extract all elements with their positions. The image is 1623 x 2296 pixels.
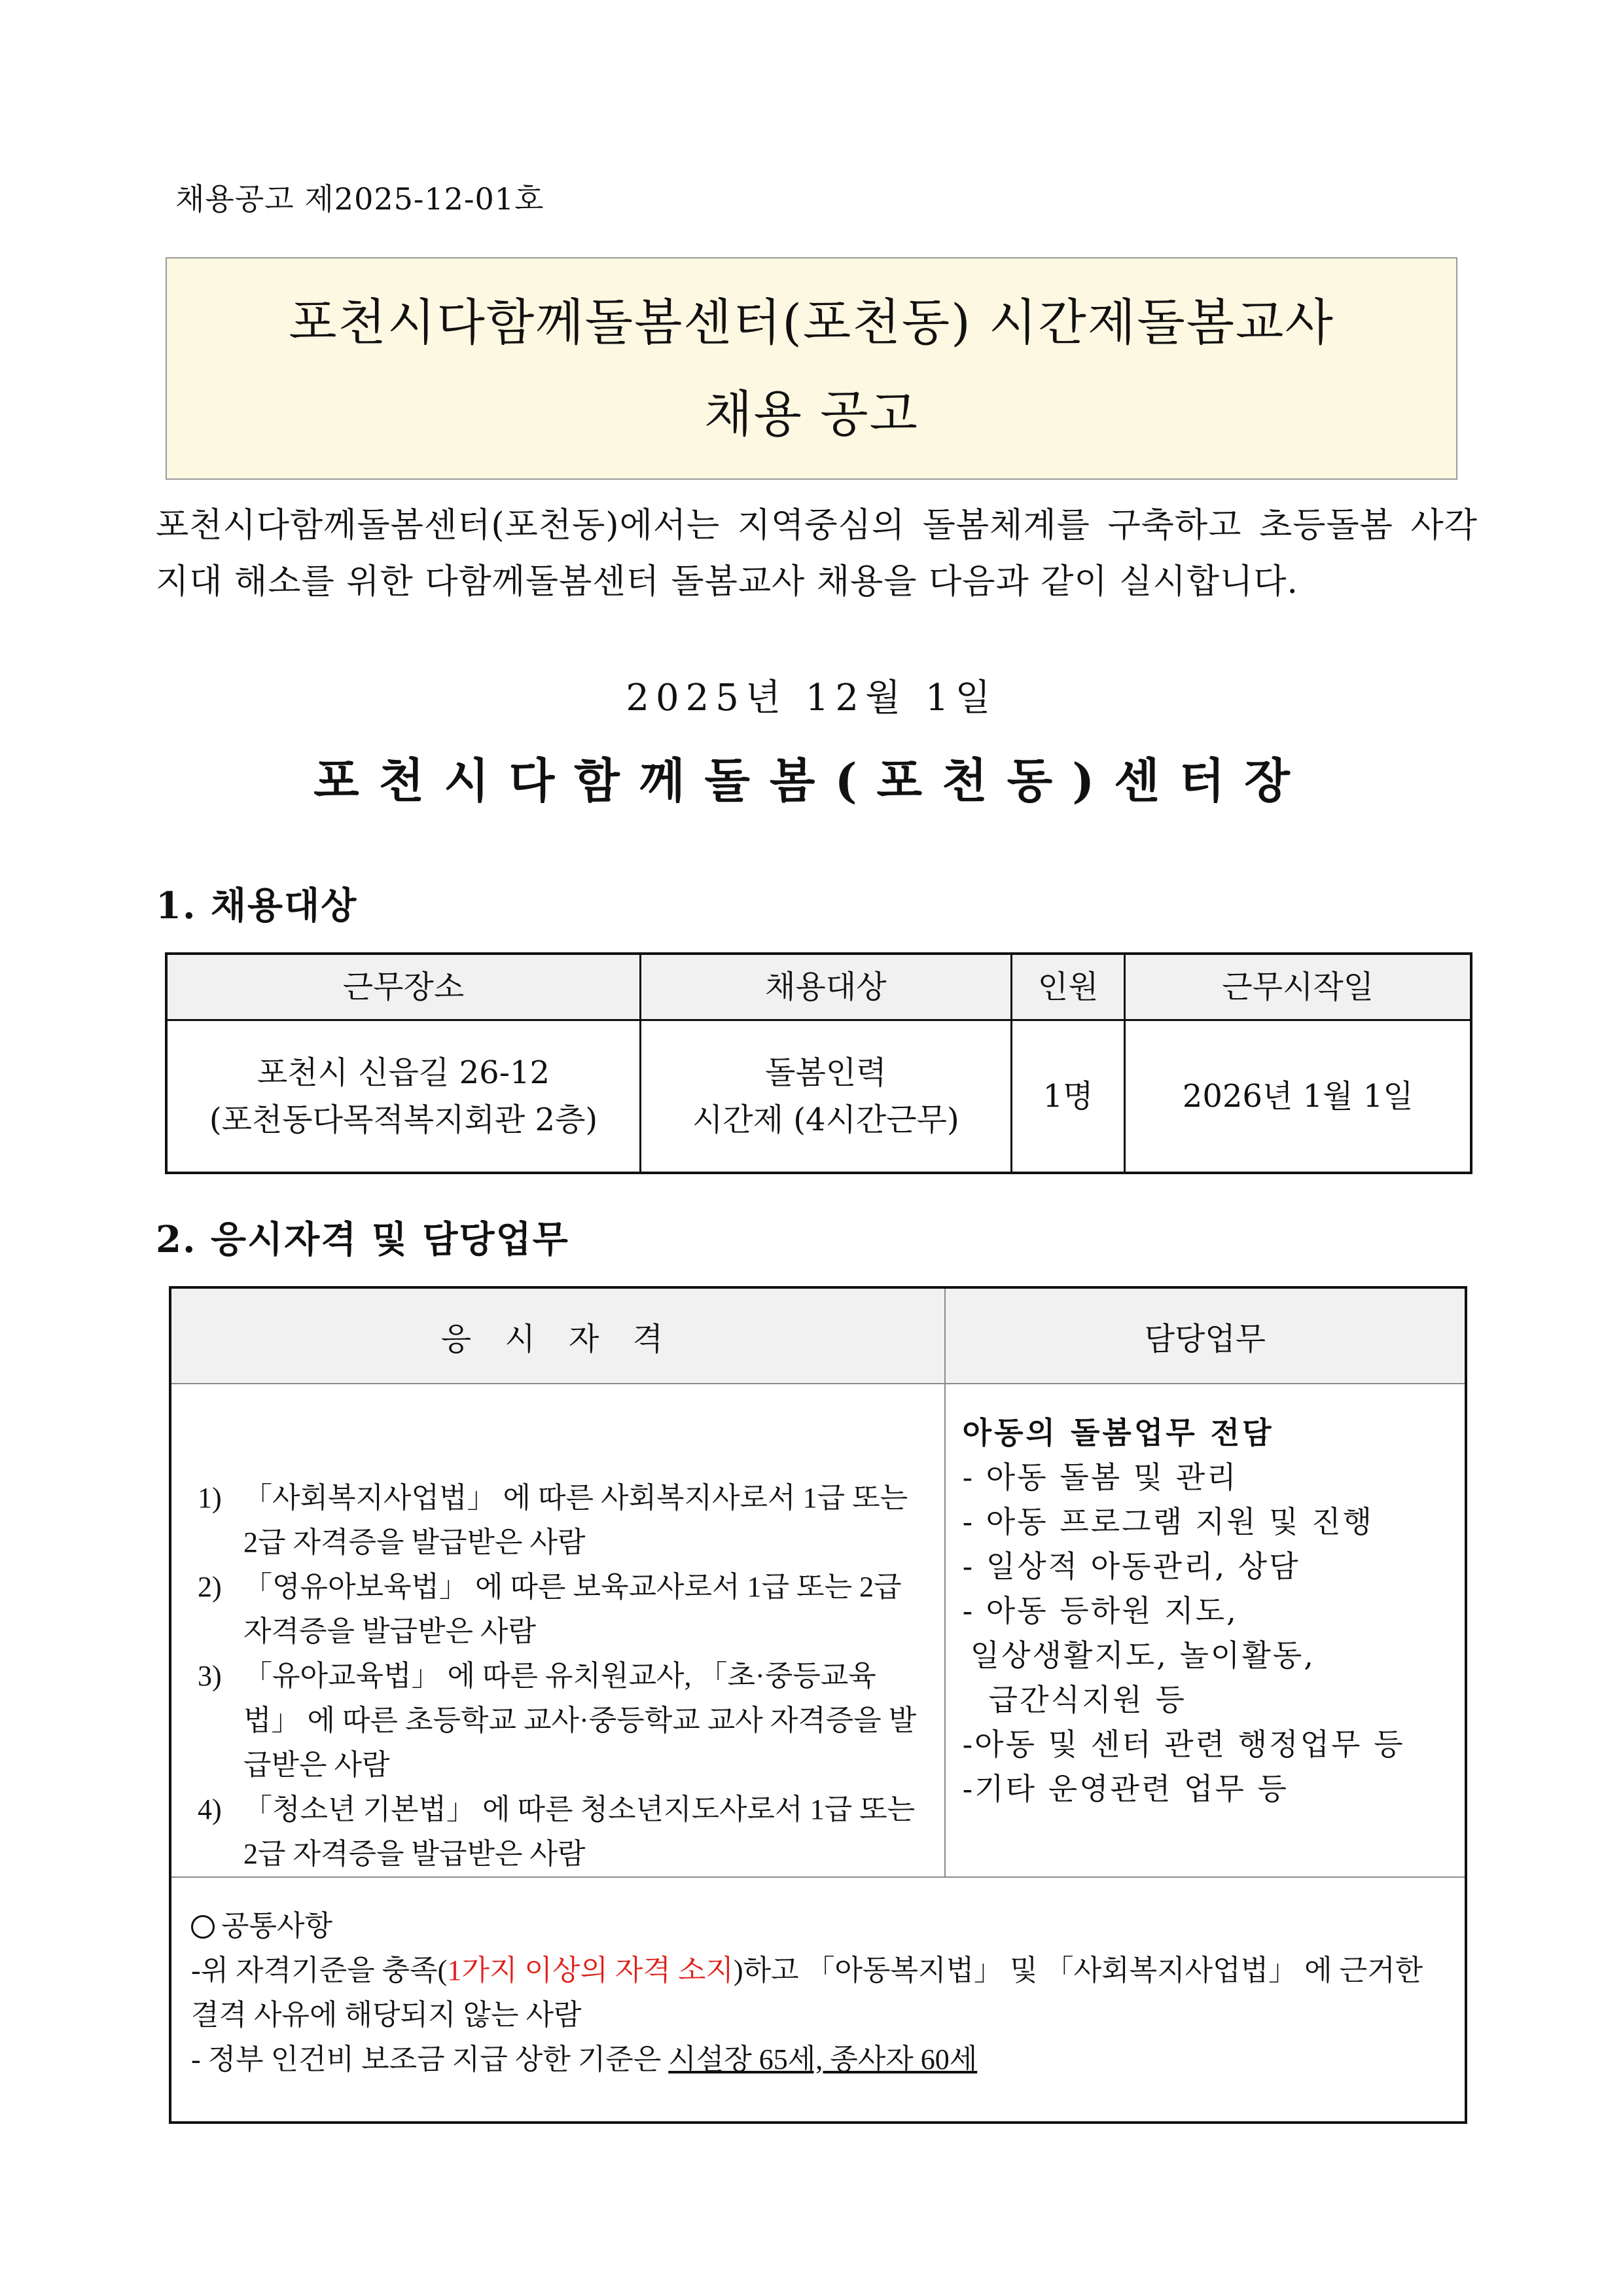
recruitment-table — [165, 952, 1472, 1174]
duty-item: - 아동 프로그램 지원 및 진행 — [962, 1504, 1374, 1539]
duties-heading: 아동의 돌봄업무 전담 — [962, 1415, 1274, 1450]
title-line-2: 채용 공고 — [704, 385, 919, 443]
duties-cell — [945, 1384, 1466, 1877]
table-row — [170, 1877, 1466, 2123]
header-qualifications: 응 시 자 격 — [170, 1287, 945, 1384]
circle-bullet-icon — [191, 1915, 215, 1939]
notice-date: 2025년 12월 1일 — [626, 677, 997, 719]
common-item: -위 자격기준을 충족(1가지 이상의 자격 소지)하고 「아동복지법」 및 「사회복지사업법」 에 근거한 결격 사유에 해당되지 않는 사람 — [191, 1954, 1423, 2031]
header-target: 채용대상 — [640, 954, 1011, 1020]
table-row — [166, 1020, 1471, 1174]
title-line-1: 포천시다함께돌봄센터(포천동) 시간제돌봄교사 — [289, 293, 1334, 351]
qualification-item: 2) 「영유아보육법」 에 따른 보육교사로서 1급 또는 2급 자격증을 발급받은 사람 — [198, 1571, 902, 1647]
section-1-heading: 1. 채용대상 — [156, 884, 358, 927]
common-heading: 공통사항 — [191, 1904, 1445, 1948]
header-count: 인원 — [1011, 954, 1125, 1020]
cell-location: 포천시 신읍길 26-12 (포천동다목적복지회관 2층) — [166, 1020, 640, 1174]
qualification-item: 1) 「사회복지사업법」 에 따른 사회복지사로서 1급 또는 2급 자격증을 발급받은 사람 — [198, 1482, 908, 1558]
header-duties: 담당업무 — [945, 1287, 1466, 1384]
intro-paragraph: 포천시다함께돌봄센터(포천동)에서는 지역중심의 돌봄체계를 구축하고 초등돌봄 사각지대 해소를 위한 다함께돌봄센터 돌봄교사 채용을 다음과 같이 실시합니다. — [156, 506, 1478, 601]
cell-start-date: 2026년 1월 1일 — [1125, 1020, 1471, 1174]
header-start-date: 근무시작일 — [1125, 954, 1471, 1020]
qualification-table — [169, 1286, 1467, 2124]
table-row — [170, 1384, 1466, 1877]
duty-item: -기타 운영관련 업무 등 — [962, 1771, 1289, 1806]
qualification-item: 4) 「청소년 기본법」 에 따른 청소년지도사로서 1급 또는 2급 자격증을 발급받은 사람 — [198, 1793, 916, 1870]
title-box — [166, 257, 1457, 480]
qualifications-cell — [170, 1384, 945, 1877]
table-header-row — [170, 1287, 1466, 1384]
duty-item: - 일상적 아동관리, 상담 — [962, 1549, 1300, 1584]
duty-item: 일상생활지도, 놀이활동, — [970, 1638, 1315, 1673]
common-requirements-cell — [170, 1877, 1466, 2123]
table-header-row — [166, 954, 1471, 1020]
section-2-heading: 2. 응시자격 및 담당업무 — [156, 1218, 569, 1261]
cell-target: 돌봄인력 시간제 (4시간근무) — [640, 1020, 1011, 1174]
organization-name: 포천시다함께돌봄(포천동)센터장 — [313, 753, 1310, 808]
duty-item: 급간식지원 등 — [988, 1682, 1186, 1717]
duty-item: -아동 및 센터 관련 행정업무 등 — [962, 1727, 1405, 1762]
duty-item: - 아동 등하원 지도, — [962, 1593, 1238, 1628]
qualification-item: 3) 「유아교육법」 에 따른 유치원교사, 「초·중등교육법」 에 따른 초등학교 교사·중등학교 교사 자격증을 발급받은 사람 — [198, 1660, 917, 1781]
cell-count: 1명 — [1011, 1020, 1125, 1174]
notice-number: 채용공고 제2025-12-01호 — [175, 181, 544, 217]
header-location: 근무장소 — [166, 954, 640, 1020]
duty-item: - 아동 돌봄 및 관리 — [962, 1460, 1238, 1495]
common-item: - 정부 인건비 보조금 지급 상한 기준은 시설장 65세, 종사자 60세 — [191, 2043, 978, 2075]
